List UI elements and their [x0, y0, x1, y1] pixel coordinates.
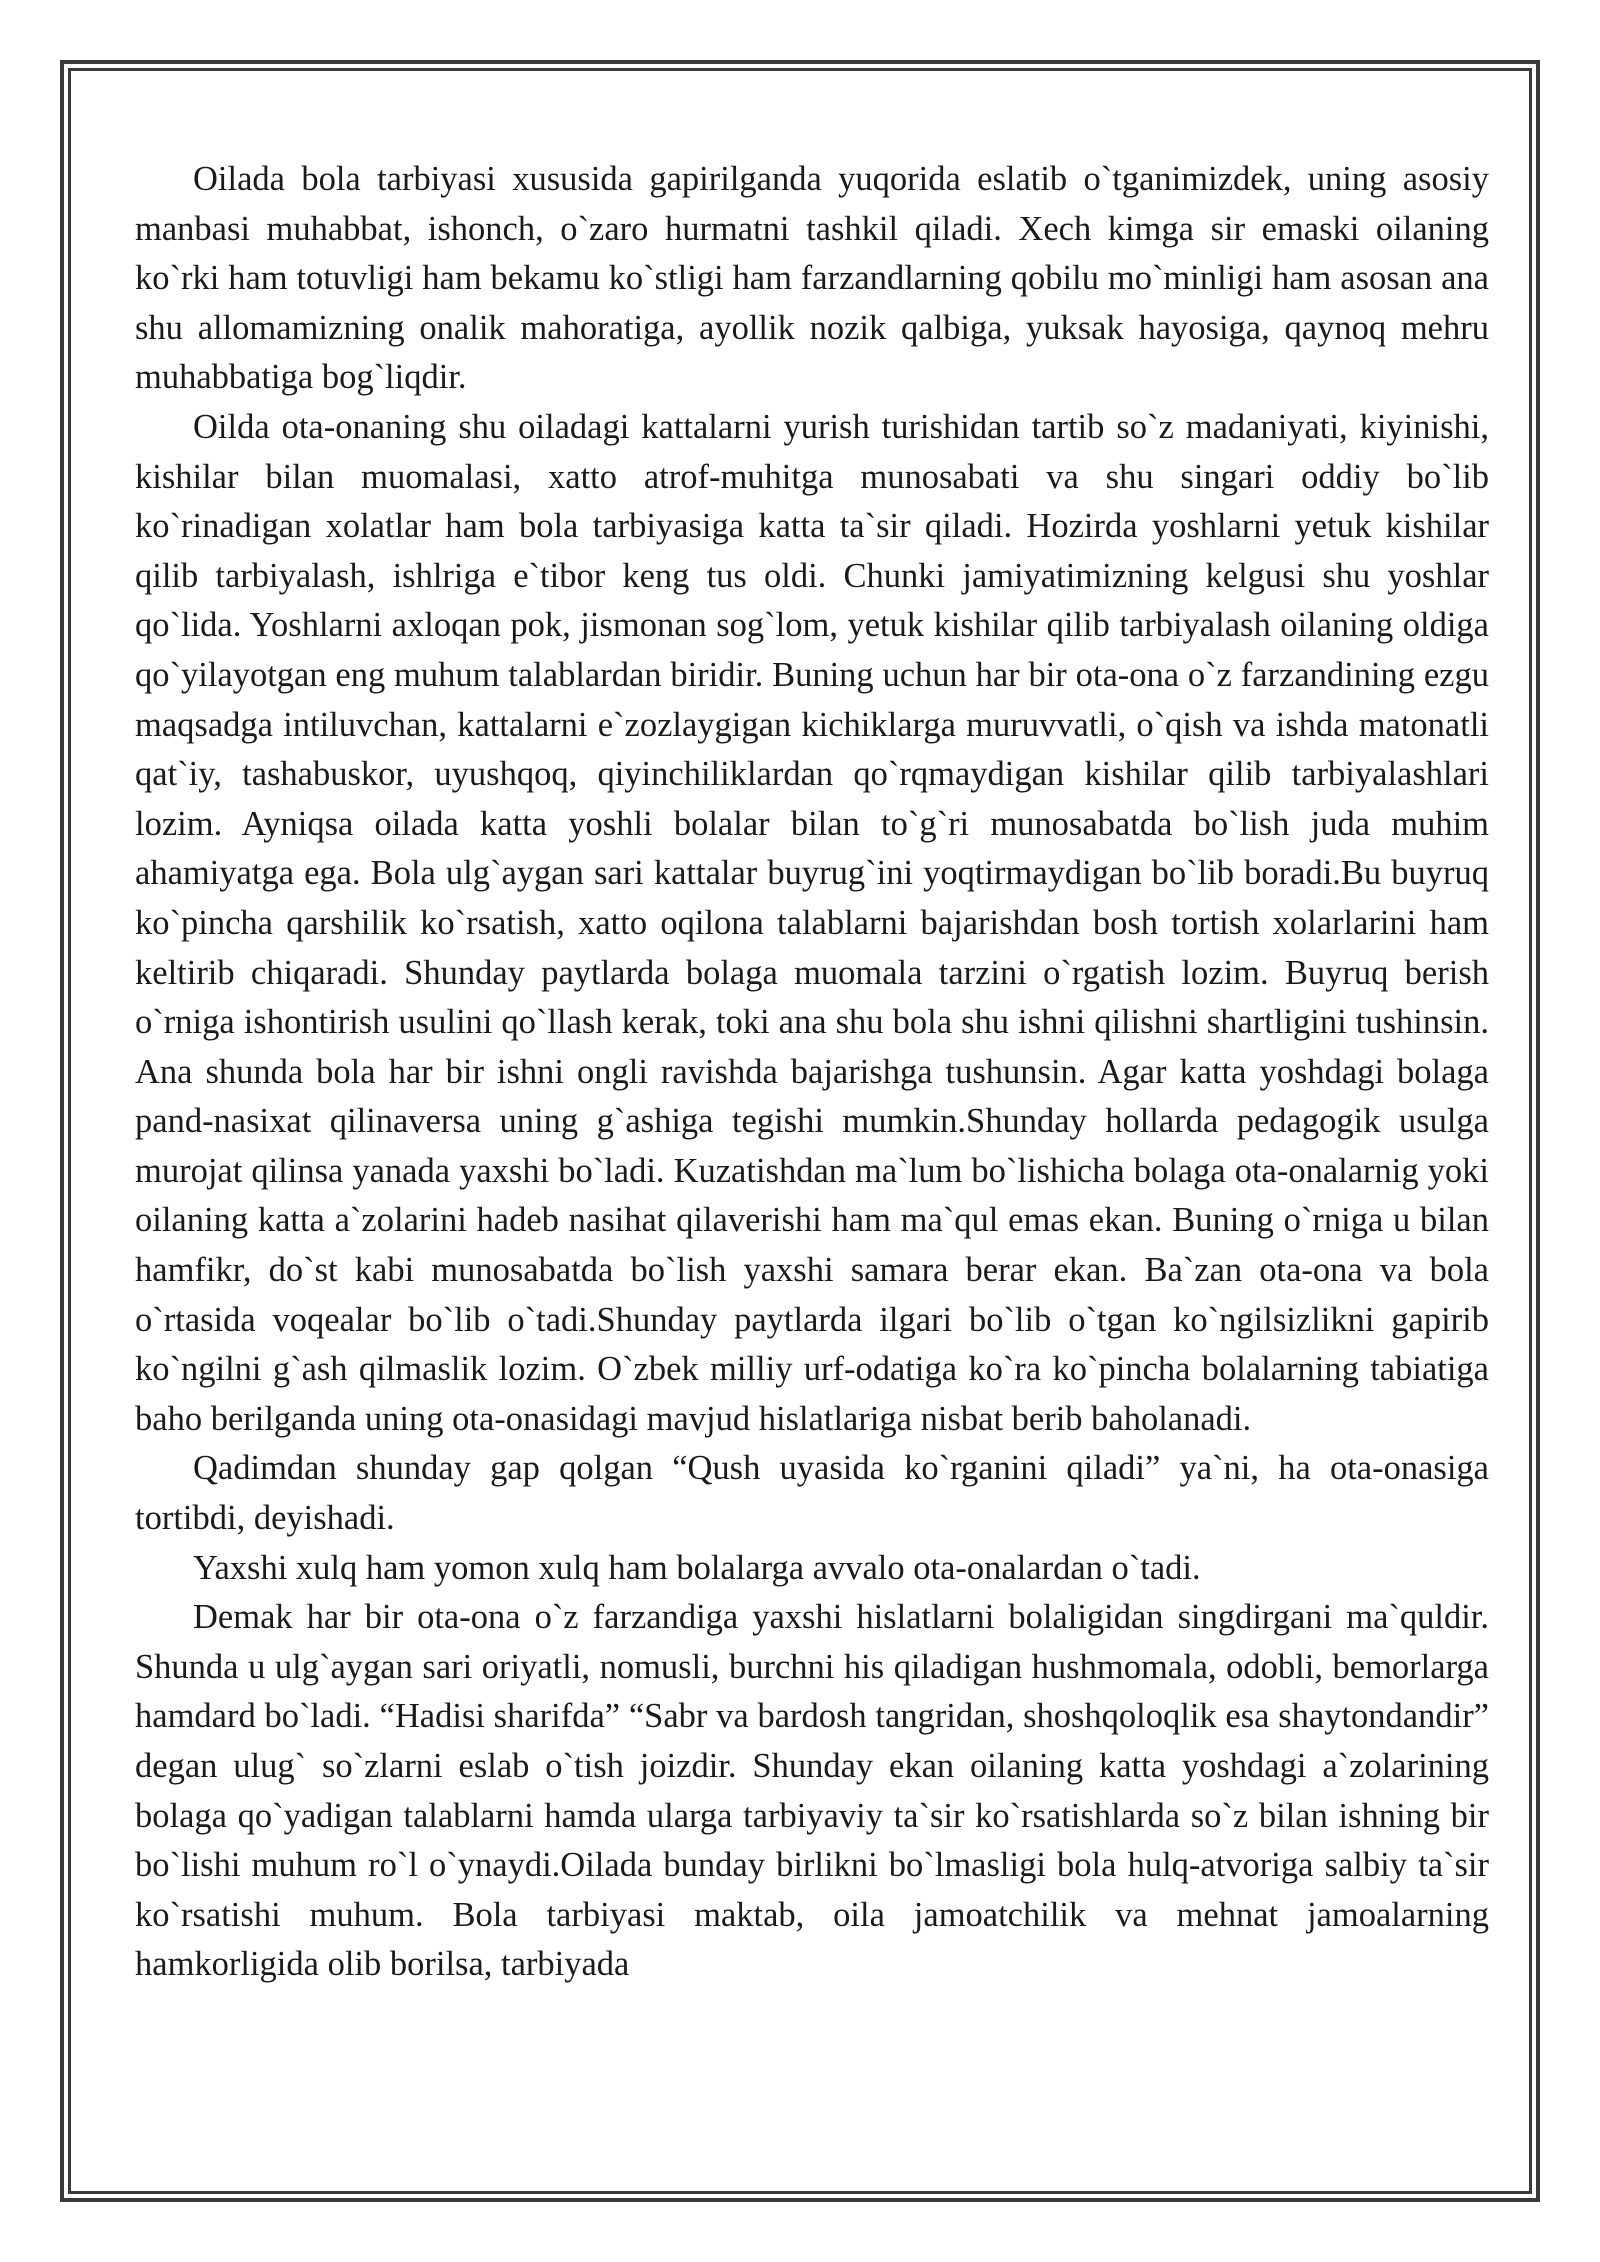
paragraph-3: Qadimdan shunday gap qolgan “Qush uyasida ko`rganini qiladi” ya`ni, ha ota-onasiga tortibdi, deyishadi.: [135, 1449, 1489, 1538]
page-frame: [68, 68, 1532, 2194]
document-body: [135, 155, 1489, 1990]
paragraph-2: Oilda ota-onaning shu oiladagi kattalarni yurish turishidan tartib so`z madaniyati, kiyinishi, kishilar bilan muomalasi, xatto atrof-muhitga munosabati va shu singari oddiy bo`lib ko`rinadigan xolatlar ham bola tarbiyasiga katta ta`sir qiladi. Hozirda yoshlarni yetuk kishilar qilib tarbiyalash, ishlriga e`tibor keng tus oldi. Chunki jamiyatimizning kelgusi shu yoshlar qo`lida. Yoshlarni axloqan pok, jismonan sog`lom, yetuk kishilar qilib tarbiyalash oilaning oldiga qo`yilayotgan eng muhum talablardan biridir. Buning uchun har bir ota-ona o`z farzandining ezgu maqsadga intiluvchan, kattalarni e`zozlaygigan kichiklarga muruvvatli, o`qish va ishda matonatli qat`iy, tashabuskor, uyushqoq, qiyinchiliklardan qo`rqmaydigan kishilar qilib tarbiyalashlari lozim. Ayniqsa oilada katta yoshli bolalar bilan to`g`ri munosabatda bo`lish juda muhim ahamiyatga ega. Bola ulg`aygan sari kattalar buyrug`ini yoqtirmaydigan bo`lib boradi.Bu buyruq ko`pincha qarshilik ko`rsatish, xatto oqilona talablarni bajarishdan bosh tortish xolarlarini ham keltirib chiqaradi. Shunday paytlarda bolaga muomala tarzini o`rgatish lozim. Buyruq berish o`rniga ishontirish usulini qo`llash kerak, toki ana shu bola shu ishni qilishni shartligini tushinsin. Ana shunda bola har bir ishni ongli ravishda bajarishga tushunsin. Agar katta yoshdagi bolaga pand-nasixat qilinaversa uning g`ashiga tegishi mumkin.Shunday hollarda pedagogik usulga murojat qilinsa yanada yaxshi bo`ladi. Kuzatishdan ma`lum bo`lishicha bolaga ota-onalarnig yoki oilaning katta a`zolarini hadeb nasihat qilaverishi ham ma`qul emas ekan. Buning o`rniga u bilan hamfikr, do`st kabi munosabatda bo`lish yaxshi samara berar ekan. Ba`zan ota-ona va bola o`rtasida voqealar bo`lib o`tadi.Shunday paytlarda ilgari bo`lib o`tgan ko`ngilsizlikni gapirib ko`ngilni g`ash qilmaslik lozim. O`zbek milliy urf-odatiga ko`ra ko`pincha bolalarning tabiatiga baho berilganda uning ota-onasidagi mavjud hislatlariga nisbat berib baholanadi.: [135, 407, 1489, 1438]
paragraph-5: Demak har bir ota-ona o`z farzandiga yaxshi hislatlarni bolaligidan singdirgani ma`quldir. Shunda u ulg`aygan sari oriyatli, nomusli, burchni his qiladigan hushmomala, odobli, bemorlarga hamdard bo`ladi. “Hadisi sharifda” “Sabr va bardosh tangridan, shoshqoloqlik esa shaytondandir” degan ulug` so`zlarni eslab o`tish joizdir. Shunday ekan oilaning katta yoshdagi a`zolarining bolaga qo`yadigan talablarni hamda ularga tarbiyaviy ta`sir ko`rsatishlarda so`z bilan ishning bir bo`lishi muhum ro`l o`ynaydi.Oilada bunday birlikni bo`lmasligi bola hulq-atvoriga salbiy ta`sir ko`rsatishi muhum. Bola tarbiyasi maktab, oila jamoatchilik va mehnat jamoalarning hamkorligida olib borilsa, tarbiyada: [135, 1598, 1489, 1984]
paragraph-4: Yaxshi xulq ham yomon xulq ham bolalarga avvalo ota-onalardan o`tadi.: [193, 1548, 1201, 1587]
paragraph-1: Oilada bola tarbiyasi xususida gapirilganda yuqorida eslatib o`tganimizdek, uning asosiy manbasi muhabbat, ishonch, o`zaro hurmatni tashkil qiladi. Xech kimga sir emaski oilaning ko`rki ham totuvligi ham bekamu ko`stligi ham farzandlarning qobilu mo`minligi ham asosan ana shu allomamizning onalik mahoratiga, ayollik nozik qalbiga, yuksak hayosiga, qaynoq mehru muhabbatiga bog`liqdir.: [135, 160, 1489, 397]
